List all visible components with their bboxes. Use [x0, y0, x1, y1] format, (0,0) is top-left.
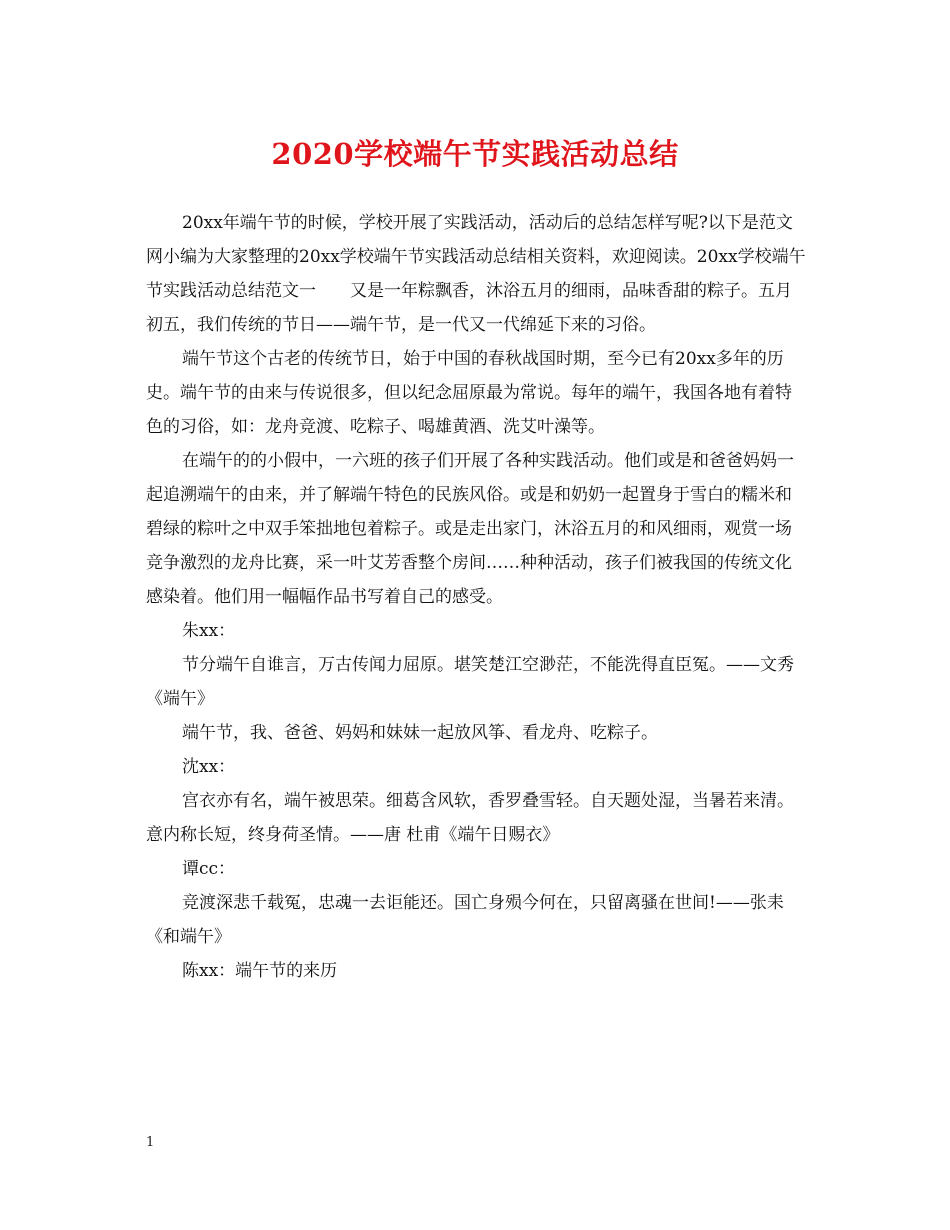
document-body: [146, 206, 806, 988]
page-number: 1: [146, 1135, 155, 1150]
student-name-zhu: 朱xx：: [182, 621, 236, 641]
poem-dufu: 宫衣亦有名，端午被思荣。细葛含风软，香罗叠雪轻。自天题处湿，当暑若来清。意内称长短，终身荷圣情。——唐 杜甫《端午日赐衣》: [146, 791, 794, 845]
student-entry-chen: 陈xx：端午节的来历: [182, 961, 338, 981]
document-title: 2020学校端午节实践活动总结: [271, 137, 679, 171]
paragraph-intro: 20xx年端午节的时候，学校开展了实践活动，活动后的总结怎样写呢?以下是范文网小编为大家整理的20xx学校端午节实践活动总结相关资料，欢迎阅读。20xx学校端午节实践活动总结范文一 又是一年粽飘香，沐浴五月的细雨，品味香甜的粽子。五月初五，我们传统的节日——端午节，是一代又一代绵延下来的习俗。: [146, 213, 806, 335]
paragraph-history: 端午节这个古老的传统节日，始于中国的春秋战国时期，至今已有20xx多年的历史。端午节的由来与传说很多，但以纪念屈原最为常说。每年的端午，我国各地有着特色的习俗，如：龙舟竞渡、吃粽子、喝雄黄酒、洗艾叶澡等。: [146, 349, 792, 437]
paragraph-activities: 在端午的的小假中，一六班的孩子们开展了各种实践活动。他们或是和爸爸妈妈一起追溯端午的由来，并了解端午特色的民族风俗。或是和奶奶一起置身于雪白的糯米和碧绿的粽叶之中双手笨拙地包着粽子。或是走出家门，沐浴五月的和风细雨，观赏一场竞争激烈的龙舟比赛，采一叶艾芳香整个房间……种种活动，孩子们被我国的传统文化感染着。他们用一幅幅作品书写着自己的感受。: [146, 451, 794, 607]
poem-wenxiu: 节分端午自谁言，万古传闻力屈原。堪笑楚江空渺茫，不能洗得直臣冤。——文秀《端午》: [146, 655, 794, 709]
student-note-zhu: 端午节，我、爸爸、妈妈和妹妹一起放风筝、看龙舟、吃粽子。: [182, 723, 658, 743]
student-name-tan: 谭cc：: [182, 859, 236, 879]
student-name-shen: 沈xx：: [182, 757, 236, 777]
poem-zhanglei: 竞渡深悲千载冤，忠魂一去讵能还。国亡身殒今何在，只留离骚在世间!——张耒《和端午》: [146, 893, 784, 947]
